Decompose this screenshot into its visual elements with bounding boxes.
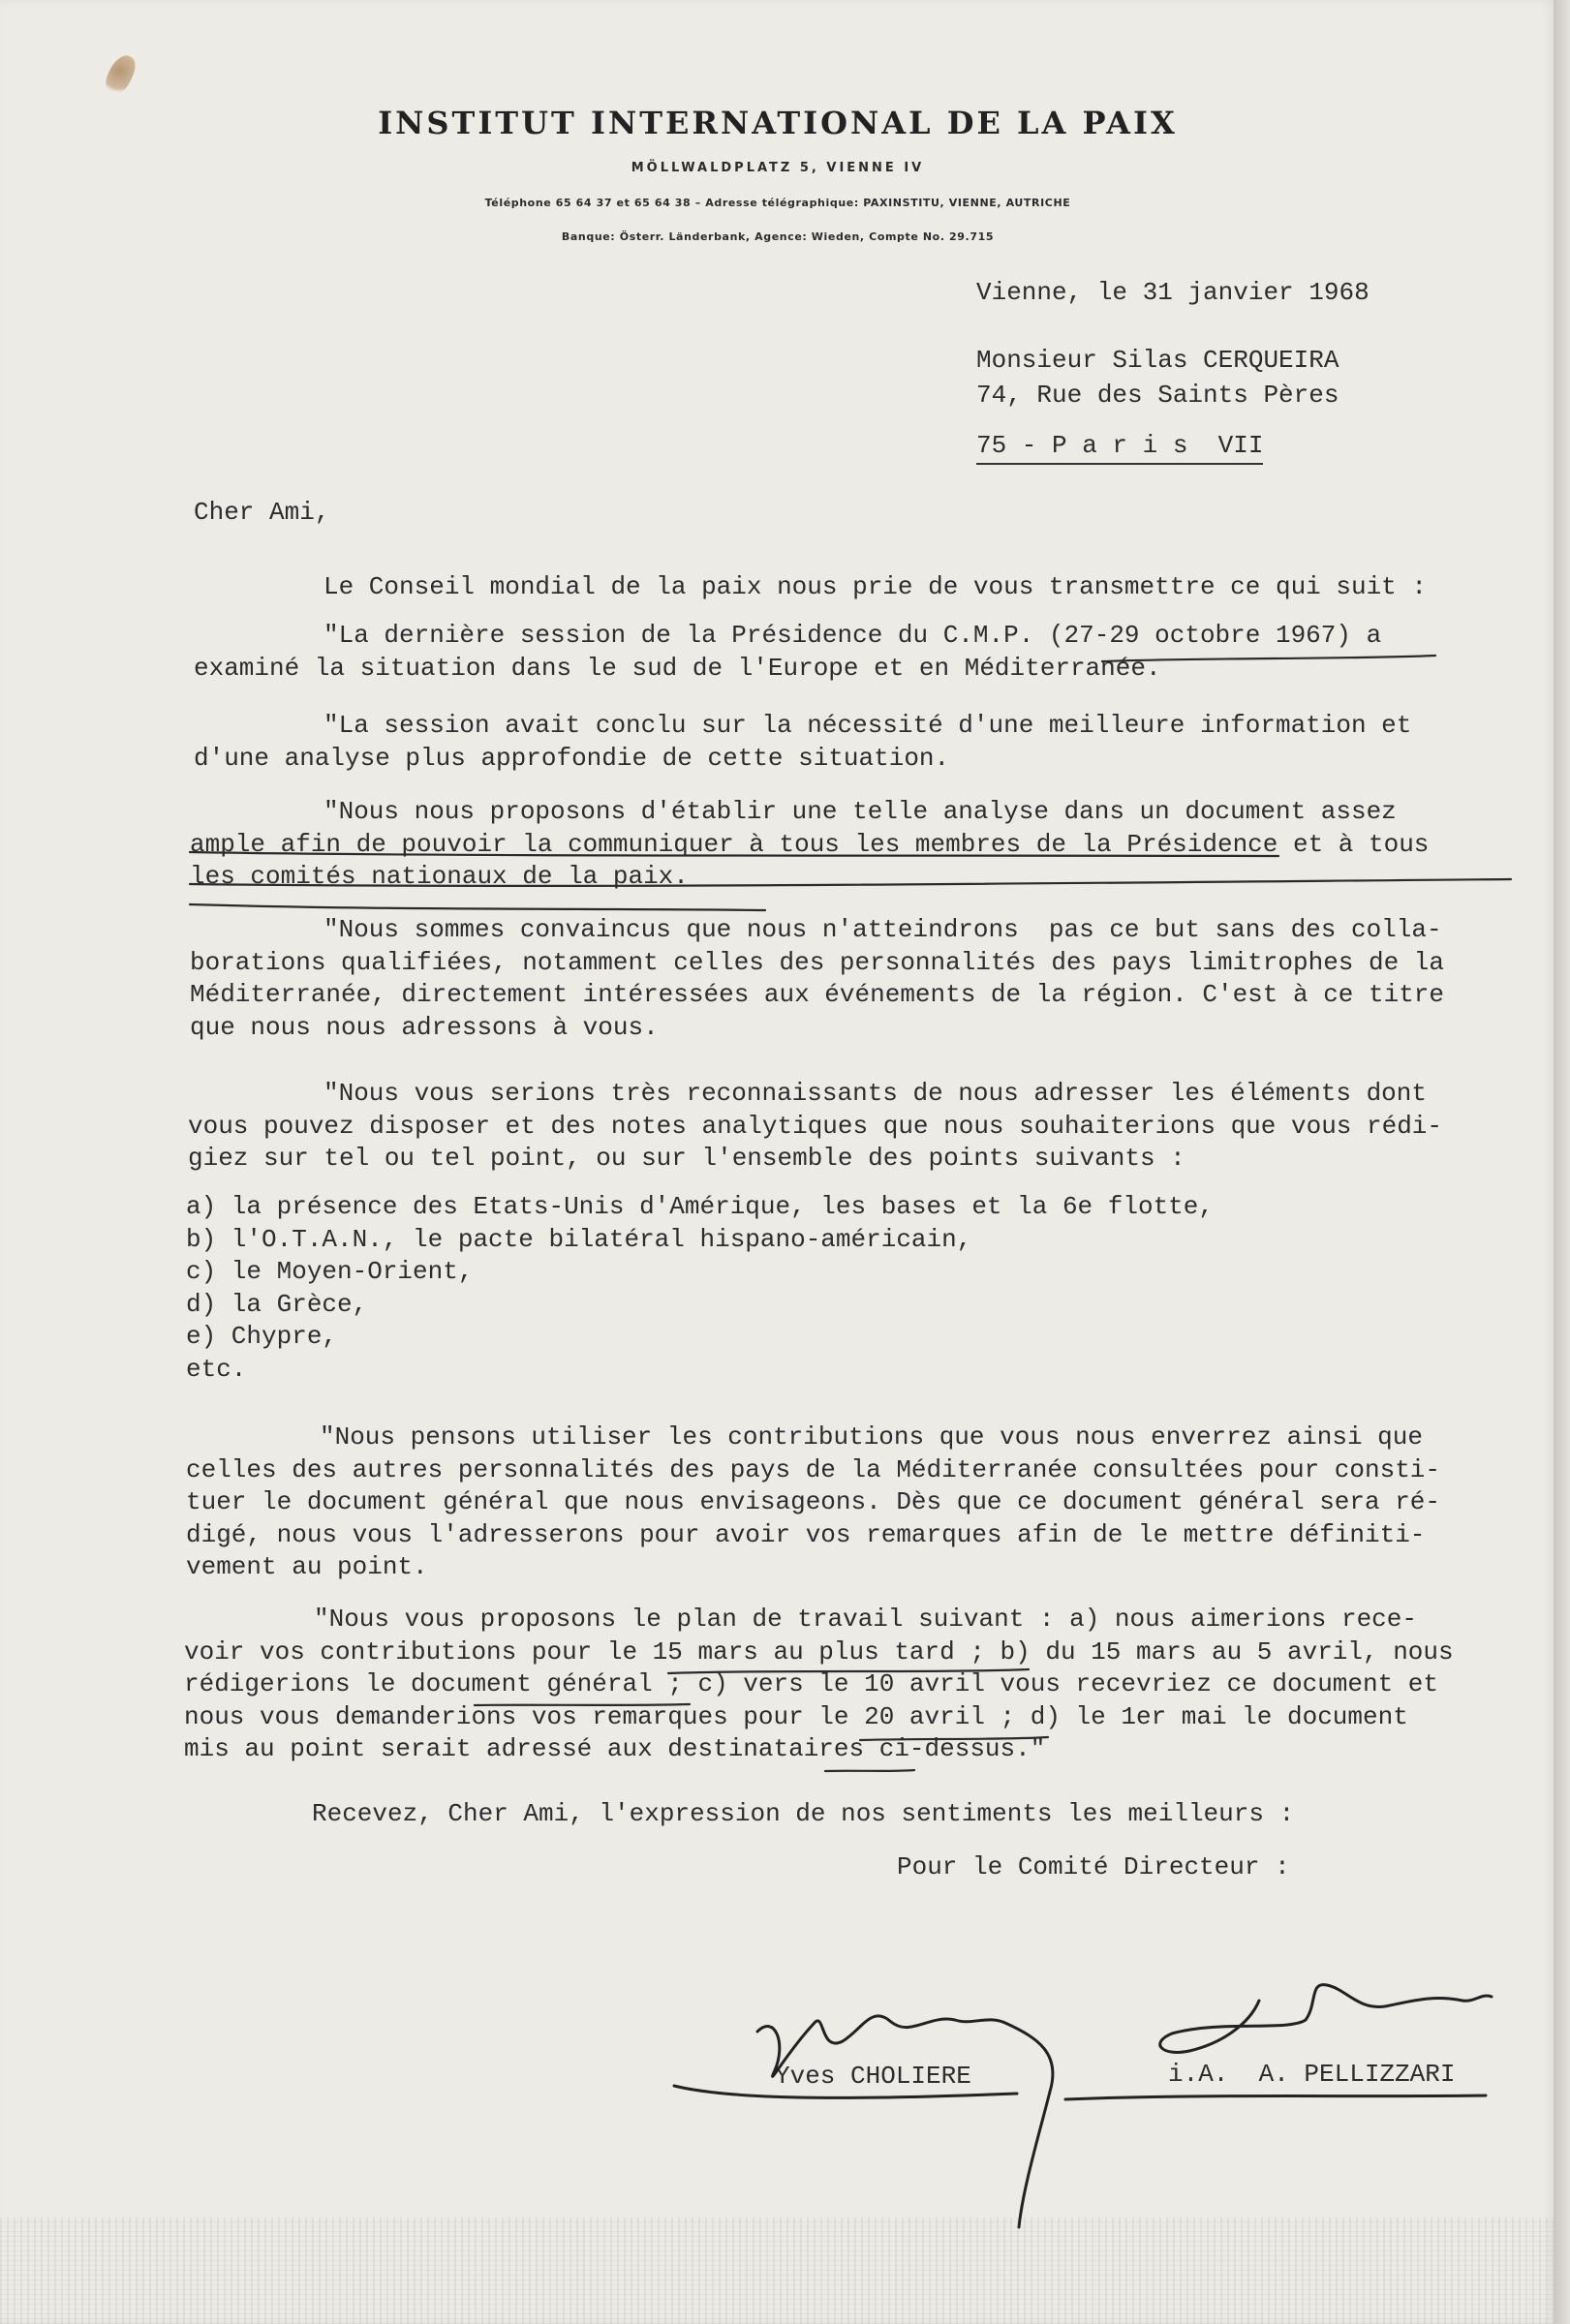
text-line: vement au point. <box>186 1552 428 1581</box>
paragraph-1 <box>194 620 1381 685</box>
paragraph-6 <box>186 1422 1440 1584</box>
text-line: "La dernière session de la Présidence du C.M.P. (27-29 octobre 1967) a <box>323 621 1382 650</box>
text-line: borations qualifiées, notamment celles des personnalités des pays limitrophes de la <box>190 947 1445 977</box>
text-line: "Nous vous serions très reconnaissants de nous adresser les éléments dont <box>323 1079 1427 1108</box>
intro-line: Le Conseil mondial de la paix nous prie de vous transmettre ce qui suit : <box>323 572 1427 601</box>
text-line: "Nous sommes convaincus que nous n'atteindrons pas ce but sans des colla- <box>323 915 1442 944</box>
recipient-city: 75 - P a r i s VII <box>976 430 1263 465</box>
paragraph-3 <box>190 796 1429 894</box>
list-item: a) la présence des Etats-Unis d'Amérique, les bases et la 6e flotte, <box>186 1192 1214 1221</box>
paragraph-4 <box>190 914 1444 1044</box>
underline-paragraph-3c <box>190 904 765 910</box>
letterhead-telephone: Téléphone 65 64 37 et 65 64 38 – Adresse télégraphique: PAXINSTITU, VIENNE, AUTRICHE <box>484 197 1071 209</box>
text-line: Méditerranée, directement intéressées aux événements de la région. C'est à ce titre <box>190 980 1445 1009</box>
text-line: tuer le document général que nous envisageons. Dès que ce document général sera ré- <box>186 1487 1441 1516</box>
signature-right-flourish <box>1065 2095 1486 2099</box>
list-item: etc. <box>186 1354 247 1384</box>
text-line: d'une analyse plus approfondie de cette situation. <box>194 743 950 773</box>
list-item: d) la Grèce, <box>186 1289 368 1319</box>
text-line: giez sur tel ou tel point, ou sur l'ensemble des points suivants : <box>188 1144 1185 1173</box>
text-line: "La session avait conclu sur la nécessité d'une meilleure information et <box>323 711 1412 740</box>
text-line: ample afin de pouvoir la communiquer à tous les membres de la Présidence et à tous <box>190 829 1430 859</box>
paragraph-5 <box>188 1078 1442 1176</box>
signature-name-left: Yves CHOLIERE <box>775 2062 971 2091</box>
points-list <box>186 1191 1214 1386</box>
recipient-street: 74, Rue des Saints Pères <box>976 381 1339 410</box>
paragraph-2 <box>194 710 1411 775</box>
text-line: "Nous pensons utiliser les contributions que vous nous enverrez ainsi que <box>320 1422 1423 1452</box>
letterhead-title: INSTITUT INTERNATIONAL DE LA PAIX <box>378 105 1178 141</box>
salutation: Cher Ami, <box>194 498 330 527</box>
signature-name-right: i.A. A. PELLIZZARI <box>1168 2060 1456 2089</box>
text-line: "Nous vous proposons le plan de travail suivant : a) nous aimerions rece- <box>314 1605 1417 1634</box>
text-line: vous pouvez disposer et des notes analytiques que nous souhaiterions que vous rédi- <box>188 1111 1443 1141</box>
text-line: voir vos contributions pour le 15 mars au plus tard ; b) du 15 mars au 5 avril, nous <box>184 1636 1454 1667</box>
underline-destinataires <box>825 1770 914 1771</box>
signature-left-stroke <box>757 2016 1053 2227</box>
text-line: les comités nationaux de la paix. <box>190 862 689 891</box>
text-line: digé, nous vous l'adresserons pour avoir vos remarques afin de le mettre définiti- <box>186 1519 1426 1549</box>
closing-line: Recevez, Cher Ami, l'expression de nos sentiments les meilleurs : <box>312 1799 1295 1828</box>
list-item: c) le Moyen-Orient, <box>186 1257 474 1286</box>
text-line: examiné la situation dans le sud de l'Europe et en Méditerranée. <box>194 653 1161 683</box>
list-item: b) l'O.T.A.N., le pacte bilatéral hispano-américain, <box>186 1224 972 1254</box>
text-line: rédigerions le document général ; c) vers le 10 avril vous recevriez ce document et <box>184 1669 1439 1698</box>
letterhead-bank: Banque: Österr. Länderbank, Agence: Wieden, Compte No. 29.715 <box>561 230 995 243</box>
recipient-name: Monsieur Silas CERQUEIRA <box>976 346 1339 375</box>
committee-line: Pour le Comité Directeur : <box>897 1852 1290 1881</box>
paragraph-7 <box>184 1604 1454 1766</box>
text-line: que nous nous adressons à vous. <box>190 1012 659 1042</box>
text-line: mis au point serait adressé aux destinataires ci-dessus." <box>184 1734 1046 1763</box>
page-edge <box>1554 0 1570 2324</box>
text-line: "Nous nous proposons d'établir une telle analyse dans un document assez <box>323 797 1397 826</box>
stain-mark <box>101 51 139 100</box>
list-item: e) Chypre, <box>186 1322 338 1351</box>
text-line: celles des autres personnalités des pays de la Méditerranée consultées pour consti- <box>186 1454 1441 1484</box>
scan-noise <box>0 2217 1555 2324</box>
date-line: Vienne, le 31 janvier 1968 <box>976 278 1370 307</box>
text-line: nous vous demanderions vos remarques pour le 20 avril ; d) le 1er mai le document <box>184 1701 1408 1731</box>
signature-right-stroke <box>1160 1985 1492 2053</box>
letterhead-address: MÖLLWALDPLATZ 5, VIENNE IV <box>631 161 925 175</box>
